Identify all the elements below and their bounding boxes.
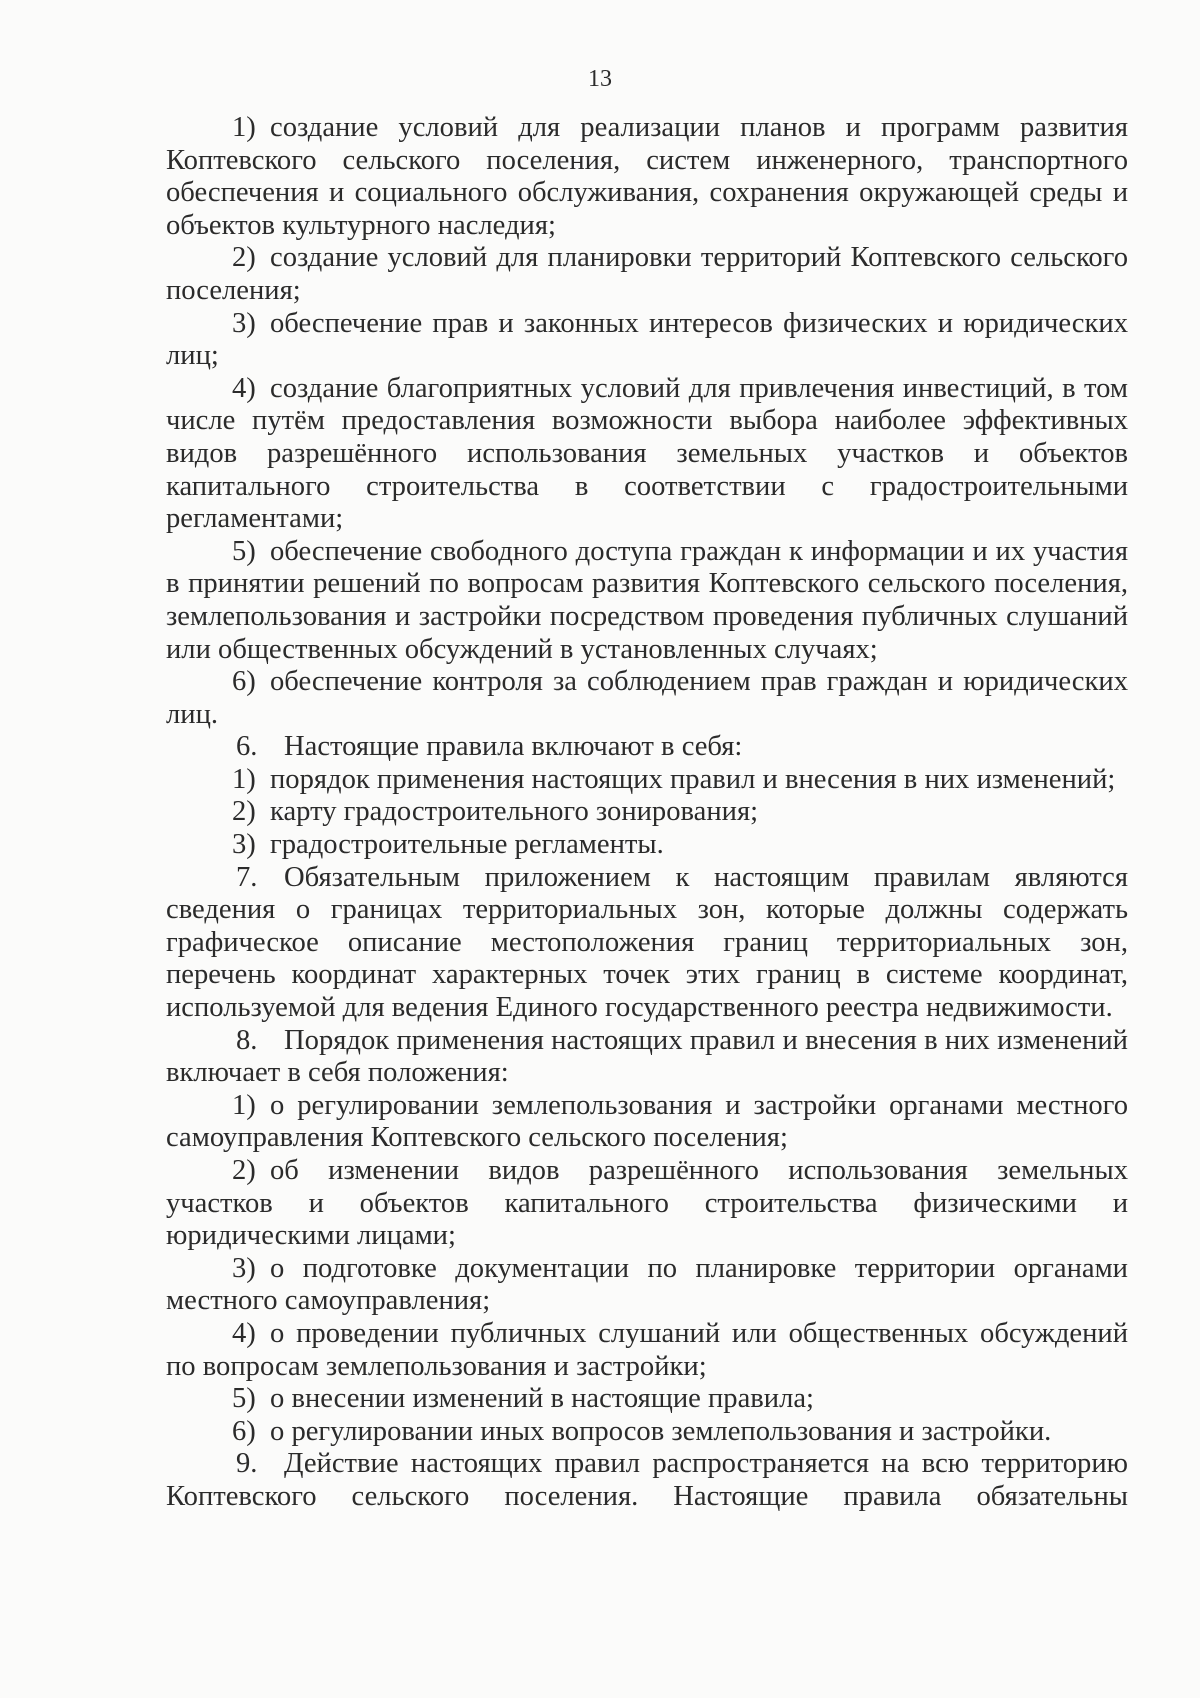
list-item <box>166 373 1128 536</box>
item-number: 2) <box>232 1155 256 1186</box>
list-item <box>166 1155 1128 1253</box>
item-number: 3) <box>232 829 256 861</box>
item-number: 3) <box>232 1252 256 1284</box>
list-item <box>166 1383 1128 1416</box>
paragraph-text: об изменении видов разрешённого использования земельных участков и объектов капитального строительства физическими и юридическими лицами; <box>166 1155 1128 1252</box>
paragraph-text: создание условий для планировки территорий Коптевского сельского поселения; <box>166 242 1128 306</box>
item-number: 6) <box>232 1415 256 1447</box>
section-paragraph <box>166 1025 1128 1090</box>
item-number: 5) <box>232 1383 256 1415</box>
paragraph-text: обеспечение прав и законных интересов физических и юридических лиц; <box>166 307 1128 372</box>
list-item <box>166 666 1128 731</box>
list-item <box>166 796 1128 829</box>
paragraph-text: о подготовке документации по планировке территории органами местного самоуправления; <box>166 1252 1128 1317</box>
item-number: 7. <box>236 861 258 893</box>
paragraph-text: Действие настоящих правил распространяется на всю территорию Коптевского сельского поселения. Настоящие правила обязательны <box>166 1448 1128 1512</box>
paragraph-text: Обязательным приложением к настоящим правилам являются сведения о границах территориальных зон, которые должны содержать графическое описание местоположения границ территориальных зон, перечень координат характерных точек этих границ в системе координат, используемой для ведения Единого государственного реестра недвижимости. <box>166 861 1128 1024</box>
item-number: 9. <box>236 1448 258 1480</box>
section-paragraph <box>166 862 1128 1025</box>
list-item <box>166 764 1128 797</box>
document-body <box>166 112 1128 1514</box>
page-number: 13 <box>588 66 612 92</box>
item-number: 2) <box>232 796 256 828</box>
paragraph-text: порядок применения настоящих правил и внесения в них изменений; <box>270 763 1116 795</box>
paragraph-text: о проведении публичных слушаний или общественных обсуждений по вопросам землепользования и застройки; <box>166 1317 1128 1382</box>
section-paragraph <box>166 731 1128 764</box>
item-number: 1) <box>232 1089 256 1121</box>
paragraph-text: Настоящие правила включают в себя: <box>284 731 743 763</box>
item-number: 1) <box>232 763 256 795</box>
item-number: 6. <box>236 731 258 763</box>
list-item <box>166 1253 1128 1318</box>
item-number: 3) <box>232 307 256 339</box>
list-item <box>166 112 1128 242</box>
list-item <box>166 1318 1128 1383</box>
list-item <box>166 829 1128 862</box>
list-item <box>166 242 1128 307</box>
paragraph-text: градостроительные регламенты. <box>270 829 664 861</box>
section-paragraph <box>166 1448 1128 1513</box>
item-number: 6) <box>232 666 256 698</box>
paragraph-text: о регулировании иных вопросов землепользования и застройки. <box>270 1415 1052 1447</box>
list-item <box>166 1090 1128 1155</box>
paragraph-text: Порядок применения настоящих правил и внесения в них изменений включает в себя положения: <box>166 1024 1128 1089</box>
paragraph-text: обеспечение контроля за соблюдением прав граждан и юридических лиц. <box>166 666 1128 730</box>
paragraph-text: обеспечение свободного доступа граждан к информации и их участия в принятии решений по вопросам развития Коптевского сельского поселения, землепользования и застройки посредством проведения публичных слушаний или общественных обсуждений в установленных случаях; <box>166 535 1128 665</box>
item-number: 1) <box>232 112 256 143</box>
paragraph-text: создание условий для реализации планов и программ развития Коптевского сельского поселения, систем инженерного, транспортного обеспечения и социального обслуживания, сохранения окружающей среды и объектов культурного наследия; <box>166 112 1128 241</box>
item-number: 4) <box>232 372 256 404</box>
item-number: 8. <box>236 1024 258 1056</box>
paragraph-text: о внесении изменений в настоящие правила; <box>270 1383 814 1415</box>
paragraph-text: о регулировании землепользования и застройки органами местного самоуправления Коптевского сельского поселения; <box>166 1089 1128 1154</box>
item-number: 5) <box>232 535 256 567</box>
list-item <box>166 308 1128 373</box>
item-number: 2) <box>232 242 256 274</box>
list-item <box>166 536 1128 666</box>
paragraph-text: карту градостроительного зонирования; <box>270 796 759 828</box>
item-number: 4) <box>232 1317 256 1349</box>
paragraph-text: создание благоприятных условий для привлечения инвестиций, в том числе путём предоставления возможности выбора наиболее эффективных видов разрешённого использования земельных участков и объектов капитального строительства в соответствии с градостроительными регламентами; <box>166 372 1128 535</box>
list-item <box>166 1416 1128 1449</box>
